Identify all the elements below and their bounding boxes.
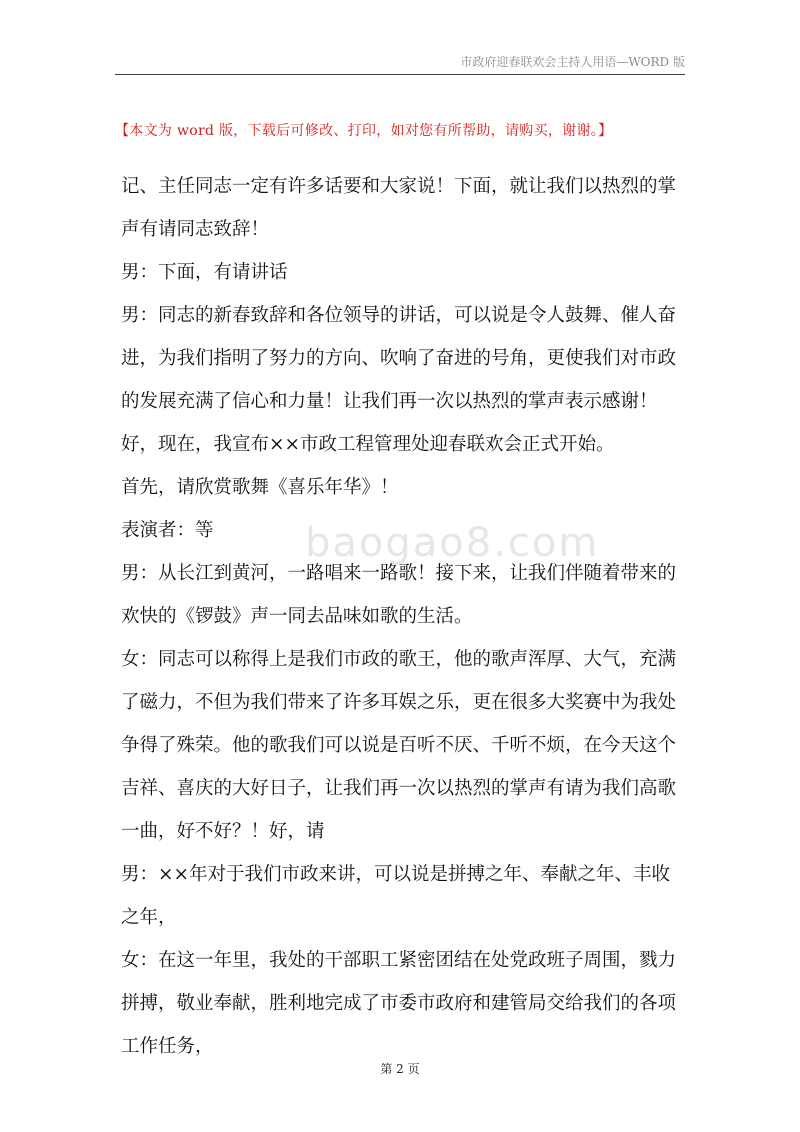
page-header: 市政府迎春联欢会主持人用语—WORD 版 (460, 55, 685, 69)
paragraph: 首先，请欣赏歌舞《喜乐年华》！ (121, 477, 399, 498)
paragraph: 女：在这一年里，我处的干部职工紧密团结在处党政班子周围，戮力拼搏，敬业奉献，胜利地完成了市委市政府和建管局交给我们的各项工作任务， (121, 950, 677, 1057)
paragraph: 好，现在，我宣布××市政工程管理处迎春联欢会正式开始。 (121, 434, 615, 455)
paragraph: 男：××年对于我们市政来讲，可以说是拼搏之年、奉献之年、丰收之年， (121, 864, 671, 928)
page-number: 第 2 页 (380, 1062, 420, 1076)
header-divider (115, 74, 685, 75)
document-body (121, 165, 687, 1068)
paragraph: 表演者：等 (121, 520, 214, 541)
paragraph: 记、主任同志一定有许多话要和大家说！下面，就让我们以热烈的掌声有请同志致辞！ (121, 176, 677, 240)
paragraph: 男：从长江到黄河，一路唱来一路歌！接下来，让我们伴随着带来的欢快的《锣鼓》声一同去品味如歌的生活。 (121, 563, 677, 627)
purchase-notice: 【本文为 word 版，下载后可修改、打印，如对您有所帮助，请购买，谢谢。】 (115, 123, 613, 139)
paragraph: 男：下面，有请讲话 (121, 262, 288, 283)
paragraph: 男：同志的新春致辞和各位领导的讲话，可以说是令人鼓舞、催人奋进，为我们指明了努力的方向、吹响了奋进的号角，更使我们对市政的发展充满了信心和力量！让我们再一次以热烈的掌声表示感谢！ (121, 305, 677, 412)
paragraph: 女：同志可以称得上是我们市政的歌王，他的歌声浑厚、大气，充满了磁力，不但为我们带来了许多耳娱之乐，更在很多大奖赛中为我处争得了殊荣。他的歌我们可以说是百听不厌、千听不烦，在今天这个吉祥、喜庆的大好日子，让我们再一次以热烈的掌声有请为我们高歌一曲，好不好？！好，请 (121, 649, 677, 842)
watermark: baogao8.com (305, 520, 600, 566)
